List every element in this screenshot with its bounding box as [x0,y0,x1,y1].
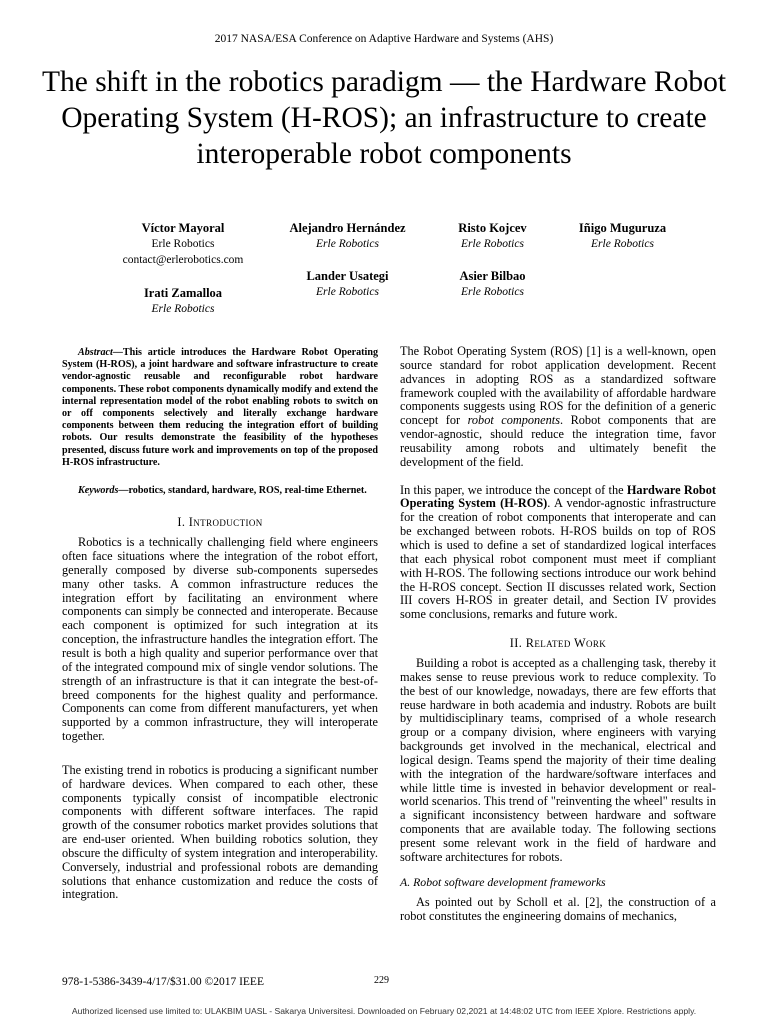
author-name: Asier Bilbao [459,269,526,283]
paragraph-text: . A vendor-agnostic infrastructure for the creation of robot components that interoperate and can be exchanged between robots. H-ROS builds on top of ROS which is used to define a set of standardized logical interfaces that each physical robot component must meet if compliant with H-ROS. The following sections introduce our work behind the H-ROS concept. Section II discusses related work, Section III covers H-ROS in greater detail, and Section IV provides some conclusions, remarks and future work. [400,496,716,622]
author-affiliation: Erle Robotics [316,286,379,298]
body-text [400,345,716,622]
right-column [400,345,716,923]
left-column [62,347,378,902]
body-text [62,536,378,902]
author-block [555,220,690,252]
paper-title: The shift in the robotics paradigm — the Hardware Robot Operating System (H-ROS); an infrastructure to create interoperable robot components [41,66,727,170]
author-name: Lander Usategi [306,269,389,283]
subsection-heading: A. Robot software development frameworks [400,874,606,889]
keywords-lead: Keywords [78,485,119,497]
paragraph: The existing trend in robotics is producing a significant number of hardware devices. When compared to each other, these components typically consist of incompatible electronic components with different software interfaces. The rapid growth of the consumer robotics market provides solutions that are end-user oriented. When building robotics solution, they obscure the difficulty of system integration and interoperability. Conversely, industrial and professional robots are demanding solutions that enhance customization and reduce the costs of integration. [62,762,378,902]
paragraph [400,484,716,622]
author-name: Víctor Mayoral [141,221,225,235]
section-heading: I. Introduction [177,515,263,530]
conference-header: 2017 NASA/ESA Conference on Adaptive Hardware and Systems (AHS) [214,33,554,45]
author-affiliation: Erle Robotics [151,238,215,250]
abstract-text: —This article introduces the Hardware Robot Operating System (H-ROS), a joint hardware and software infrastructure to create vendor-agnostic reusable and reconfigurable robot hardware components. These robot components dynamically modify and extend the internal representation model of the robot enabling robots to switch on or off components selectively and literally exchange hardware components between them reducing the integration effort of building robots. Our results demonstrate the feasibility of the hypotheses presented, discuss future work and improvements on top of the proposed H-ROS infrastructure. [62,347,378,468]
author-name: Risto Kojcev [458,221,527,235]
author-block [430,220,555,252]
author-affiliation: Erle Robotics [461,238,524,250]
keywords-text: —robotics, standard, hardware, ROS, real-time Ethernet. [118,485,367,497]
author-name: Alejandro Hernández [289,221,406,235]
license-notice: Authorized licensed use limited to: ULAKBIM UASL - Sakarya Universitesi. Downloaded on February 02,2021 at 14:48:02 UTC from IEEE Xplore. Restrictions apply. [71,1006,697,1016]
author-block [265,268,430,300]
paragraph [400,345,716,470]
abstract [62,347,378,469]
page-number: 229 [374,975,389,986]
author-block [265,220,430,252]
keywords [62,485,378,497]
abstract-lead: Abstract [78,347,113,358]
paragraph-text: The Robot Operating System (ROS) [1] is a well-known, open source standard for robot application development. Recent advances in adopting ROS as a standardized software framework coupled with the availability of affordable hardware components suggests using ROS for the definition of a generic concept for [400,344,716,428]
copyright-line: 978-1-5386-3439-4/17/$31.00 ©2017 IEEE [62,976,264,988]
emphasis-text: robot components [467,413,560,428]
author-name: Irati Zamalloa [143,286,223,300]
bold-text: Hardware Robot Operating System (H-ROS) [400,482,716,511]
paragraph: Robotics is a technically challenging field where engineers often face situations where the integration of the robot effort, generally composed by diverse sub-components supersedes many other tasks. A common infrastructure reduces the integration effort by facilitating an environment where components can simply be connected and interoperate. Because each component is optimized for such integration at its conception, the infrastructure handles the integration effort. The result is both a high quality and superior performance over that of the integrated compound mix of single vendor solutions. The strength of an infrastructure is that it can integrate the best-of-breed components for the highest quality and performance. Components can come from different manufacturers, yet when supported by a common infrastructure, they will interoperate together. [62,535,378,744]
paragraph-text: . Robot components that are vendor-agnostic, should reduce the integration time, favor reusability among robots and ultimately benefit the development of the field. [400,413,716,469]
body-text [400,657,716,865]
author-block [430,268,555,300]
author-name: Iñigo Muguruza [578,221,667,235]
section-heading: II. Related Work [509,636,607,651]
paragraph-text: In this paper, we introduce the concept of the [400,482,627,497]
body-text [400,896,716,924]
author-affiliation: Erle Robotics [591,238,654,250]
author-affiliation: Erle Robotics [316,238,379,250]
author-affiliation: Erle Robotics [151,303,215,315]
author-block [98,285,268,317]
author-block [98,220,268,268]
author-affiliation: Erle Robotics [461,286,524,298]
paragraph: Building a robot is accepted as a challenging task, thereby it makes sense to reuse previous work to reduce complexity. To the best of our knowledge, nowadays, there are few efforts that reuse hardware in both academia and industry. Robots are built by multidisciplinary teams, comprised of a whole research group or a company division, where engineers with varying backgrounds get involved in the mechanical, electrical and logical design. Teams spend the majority of their time dealing with the integration of the hardware/software interfaces and while little time is invested in behavior development or real-world scenarios. This trend of "reinventing the wheel" results in a significant inconsistency between hardware and software components that are available today. The following sections present some relevant work in the field of hardware and software architectures for robots. [400,656,716,864]
author-email: contact@erlerobotics.com [122,254,244,266]
paragraph: As pointed out by Scholl et al. [2], the construction of a robot constitutes the engineering domains of mechanics, [400,894,716,923]
